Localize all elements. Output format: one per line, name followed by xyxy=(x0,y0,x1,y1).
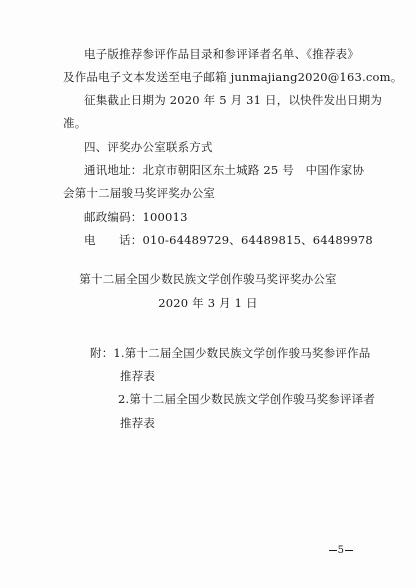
address-line: 通讯地址：北京市朝阳区东土城路 25 号 中国作家协 xyxy=(84,163,365,177)
attachment-2-line: 2.第十二届全国少数民族文学创作骏马奖参评译者 xyxy=(118,392,376,406)
section-heading: 四、评奖办公室联系方式 xyxy=(84,140,213,154)
phone-line: 电 话：010-64489729、64489815、64489978 xyxy=(84,233,373,247)
attachment-2-line: 推荐表 xyxy=(120,416,156,430)
attachment-1-line: 推荐表 xyxy=(120,369,156,383)
signature-date: 2020 年 3 月 1 日 xyxy=(158,296,258,310)
attachment-1-line: 附：1.第十二届全国少数民族文学创作骏马奖参评作品 xyxy=(90,346,371,360)
paragraph-line: 准。 xyxy=(63,116,87,130)
paragraph-line: 及作品电子文本发送至电子邮箱 junmajiang2020@163.com。 xyxy=(63,70,403,84)
paragraph-line: 电子版推荐参评作品目录和参评译者名单、《推荐表》 xyxy=(84,47,360,61)
signature-org: 第十二届全国少数民族文学创作骏马奖评奖办公室 xyxy=(79,272,337,286)
page-number: 5 xyxy=(328,545,354,557)
paragraph-line: 征集截止日期为 2020 年 5 月 31 日，以快件发出日期为 xyxy=(84,93,383,107)
postcode-line: 邮政编码：100013 xyxy=(84,210,188,224)
address-line: 会第十二届骏马奖评奖办公室 xyxy=(63,186,216,200)
